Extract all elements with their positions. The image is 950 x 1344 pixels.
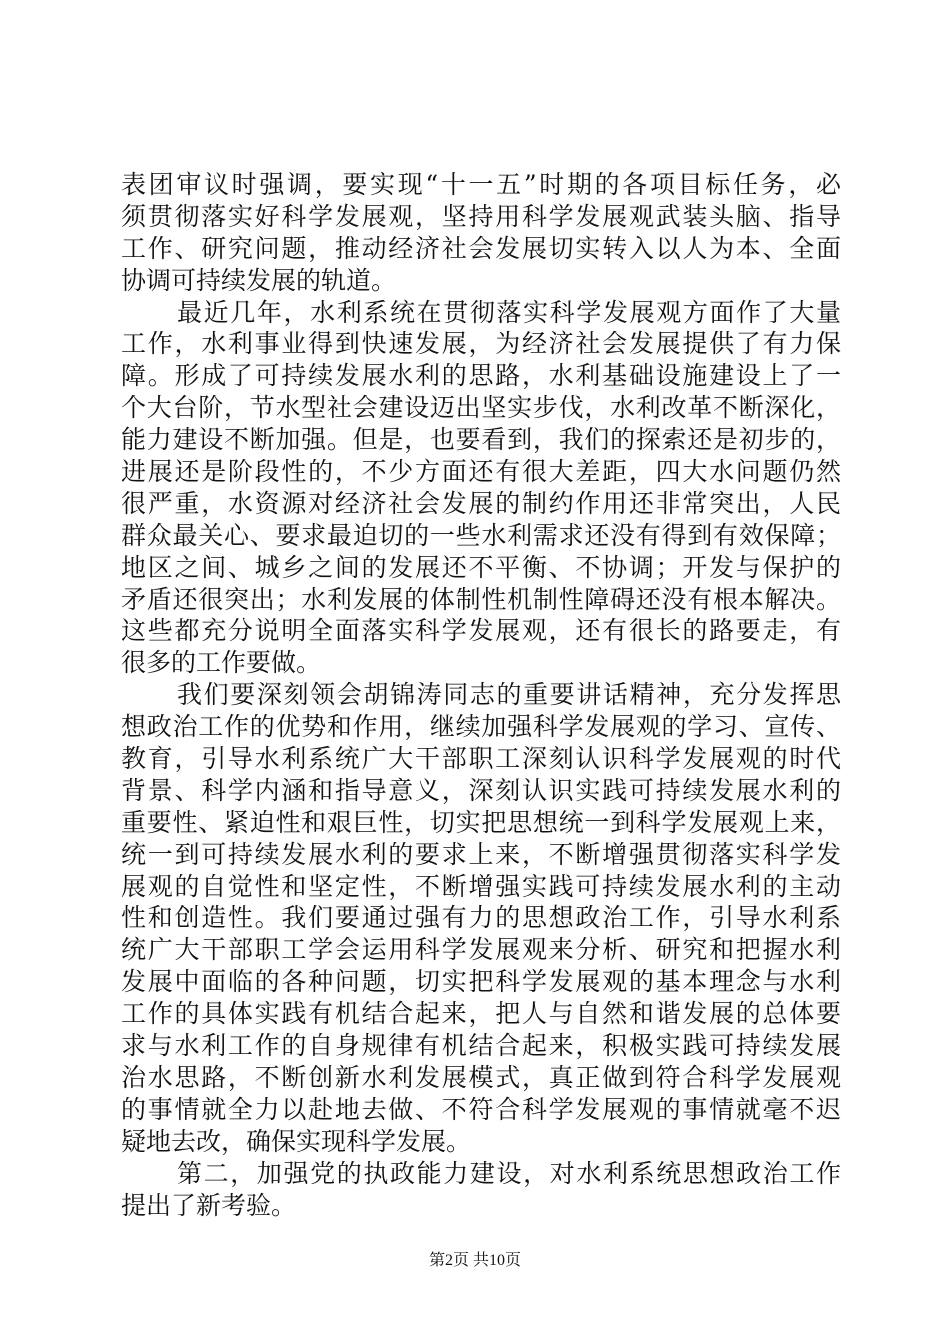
text-line: 第二，加强党的执政能力建设，对水利系统思想政治工作 xyxy=(177,1158,841,1188)
text-line: 矛盾还很突出；水利发展的体制性机制性障碍还没有根本解决。 xyxy=(121,584,841,614)
text-line: 障。形成了可持续发展水利的思路，水利基础设施建设上了一 xyxy=(121,361,841,391)
text-line: 想政治工作的优势和作用，继续加强科学发展观的学习、宣传、 xyxy=(121,712,841,742)
text-line: 地区之间、城乡之间的发展还不平衡、不协调；开发与保护的 xyxy=(121,552,841,582)
page-footer: 第2页 共10页 xyxy=(428,1252,521,1269)
text-line: 协调可持续发展的轨道。 xyxy=(121,265,397,295)
text-line: 能力建设不断加强。但是，也要看到，我们的探索还是初步的， xyxy=(121,425,841,455)
text-line: 工作，水利事业得到快速发展，为经济社会发展提供了有力保 xyxy=(121,329,841,359)
text-line: 群众最关心、要求最迫切的一些水利需求还没有得到有效保障； xyxy=(121,520,841,550)
text-line: 的事情就全力以赴地去做、不符合科学发展观的事情就毫不迟 xyxy=(121,1094,841,1124)
text-line: 背景、科学内涵和指导意义，深刻认识实践可持续发展水利的 xyxy=(121,775,841,805)
text-line: 疑地去改，确保实现科学发展。 xyxy=(121,1126,472,1156)
document-body xyxy=(121,169,841,1221)
text-line: 很严重，水资源对经济社会发展的制约作用还非常突出，人民 xyxy=(121,488,841,518)
text-line: 须贯彻落实好科学发展观，坚持用科学发展观武装头脑、指导 xyxy=(121,201,841,231)
text-line: 重要性、紧迫性和艰巨性，切实把思想统一到科学发展观上来， xyxy=(121,807,841,837)
text-line: 展观的自觉性和坚定性，不断增强实践可持续发展水利的主动 xyxy=(121,871,841,901)
text-line: 我们要深刻领会胡锦涛同志的重要讲话精神，充分发挥思 xyxy=(177,680,841,710)
text-line: 治水思路，不断创新水利发展模式，真正做到符合科学发展观 xyxy=(121,1062,841,1092)
text-line: 发展中面临的各种问题，切实把科学发展观的基本理念与水利 xyxy=(121,967,841,997)
text-line: 最近几年，水利系统在贯彻落实科学发展观方面作了大量 xyxy=(177,297,841,327)
text-line: 教育，引导水利系统广大干部职工深刻认识科学发展观的时代 xyxy=(121,744,841,774)
text-line: 表团审议时强调，要实现“十一五”时期的各项目标任务，必 xyxy=(121,170,841,199)
text-line: 统广大干部职工学会运用科学发展观来分析、研究和把握水利 xyxy=(121,935,841,965)
text-line: 这些都充分说明全面落实科学发展观，还有很长的路要走，有 xyxy=(121,616,841,646)
text-line: 求与水利工作的自身规律有机结合起来，积极实践可持续发展 xyxy=(121,1031,841,1061)
text-line: 提出了新考验。 xyxy=(121,1190,297,1220)
text-line: 性和创造性。我们要通过强有力的思想政治工作，引导水利系 xyxy=(121,903,841,933)
text-line: 进展还是阶段性的，不少方面还有很大差距，四大水问题仍然 xyxy=(121,457,841,487)
text-line: 很多的工作要做。 xyxy=(121,648,322,678)
text-line: 工作的具体实践有机结合起来，把人与自然和谐发展的总体要 xyxy=(121,999,841,1029)
text-line: 个大台阶，节水型社会建设迈出坚实步伐，水利改革不断深化， xyxy=(121,393,841,423)
text-line: 工作、研究问题，推动经济社会发展切实转入以人为本、全面 xyxy=(121,233,841,263)
text-line: 统一到可持续发展水利的要求上来，不断增强贯彻落实科学发 xyxy=(121,839,841,869)
